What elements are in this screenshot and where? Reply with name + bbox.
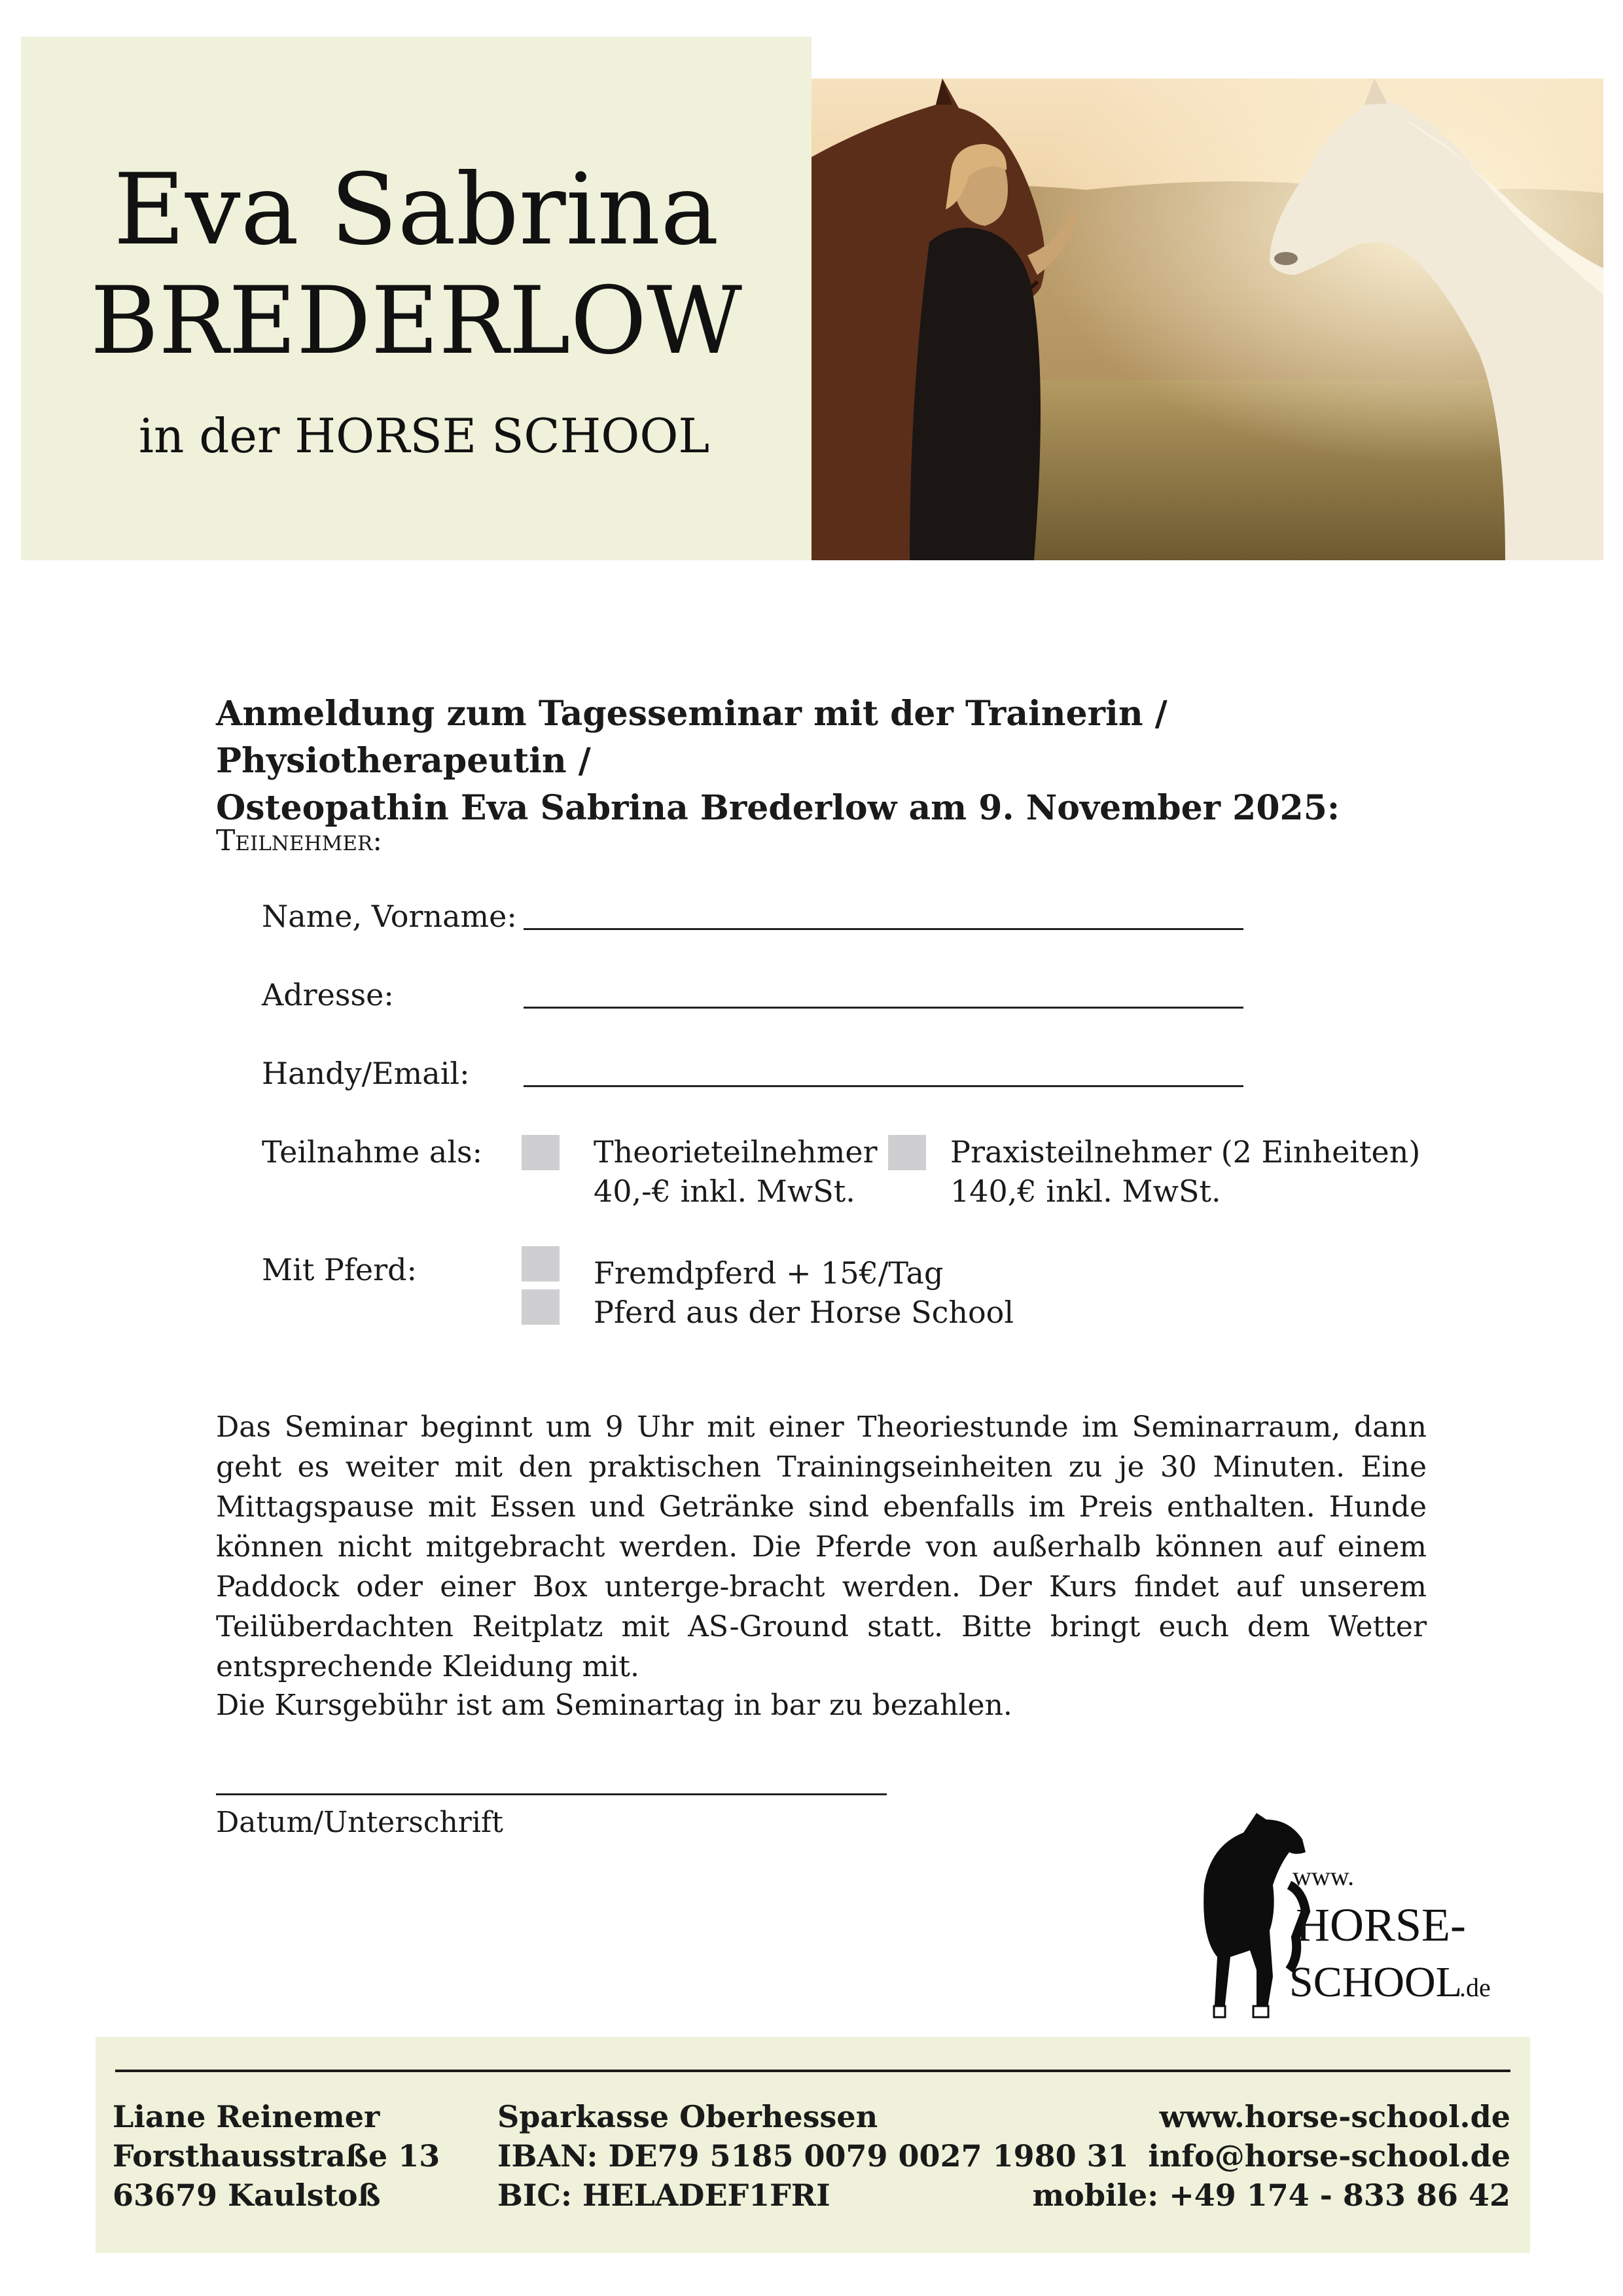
signature-line[interactable] bbox=[216, 1793, 887, 1795]
footer-address-name: Liane Reinemer bbox=[113, 2099, 380, 2134]
horse-label: Mit Pferd: bbox=[262, 1252, 418, 1287]
checkbox-school-horse[interactable] bbox=[522, 1289, 560, 1325]
field-label-name: Name, Vorname: bbox=[262, 899, 517, 934]
checkbox-own-horse[interactable] bbox=[522, 1246, 560, 1282]
option-theory-price: 40,-€ inkl. MwSt. bbox=[594, 1174, 855, 1209]
header-photo bbox=[812, 79, 1603, 560]
footer-divider bbox=[115, 2070, 1510, 2072]
title-panel bbox=[21, 37, 812, 560]
footer bbox=[96, 2037, 1530, 2253]
logo-school: SCHOOL bbox=[1289, 1958, 1463, 2006]
field-address-line[interactable] bbox=[524, 1007, 1243, 1009]
payment-note: Die Kursgebühr ist am Seminartag in bar zu bezahlen. bbox=[216, 1689, 1012, 1722]
logo-tld: .de bbox=[1459, 1973, 1491, 2002]
footer-address bbox=[113, 2097, 440, 2215]
seminar-description: Das Seminar beginnt um 9 Uhr mit einer Theoriestunde im Seminarraum, dann geht es weiter mit den praktischen Trainingseinheiten zu je 30 Minuten. Eine Mittagspause mit Essen und Getränke sind ebenfalls im Preis enthalten. Hunde können nicht mitgebracht werden. Die Pferde von außerhalb können auf einem Paddock oder einer Box unterge-bracht werden. Der Kurs findet auf unserem Teilüberdachten Reitplatz mit AS-Ground statt. Bitte bringt euch dem Wetter entsprechende Kleidung mit. bbox=[216, 1410, 1427, 1683]
checkbox-practice[interactable] bbox=[888, 1135, 926, 1170]
option-own-horse: Fremdpferd + 15€/Tag bbox=[594, 1255, 944, 1291]
horse-school-logo bbox=[1191, 1806, 1505, 2022]
option-school-horse: Pferd aus der Horse School bbox=[594, 1295, 1014, 1330]
title-subtitle: in der HORSE SCHOOL bbox=[139, 408, 710, 463]
footer-website-link[interactable]: www.horse-school.de bbox=[1159, 2099, 1510, 2134]
participation-label: Teilnahme als: bbox=[262, 1134, 483, 1170]
form-heading-line2: Osteopathin Eva Sabrina Brederlow am 9. November 2025: bbox=[216, 788, 1340, 828]
option-theory-title: Theorieteilnehmer bbox=[594, 1134, 878, 1170]
footer-phone[interactable]: mobile: +49 174 - 833 86 42 bbox=[1032, 2178, 1510, 2213]
section-label-participant: Teilnehmer: bbox=[216, 824, 383, 857]
field-label-address: Adresse: bbox=[262, 977, 394, 1013]
logo-horse: HORSE- bbox=[1296, 1899, 1467, 1951]
option-practice-price: 140,€ inkl. MwSt. bbox=[950, 1174, 1221, 1209]
field-contact-line[interactable] bbox=[524, 1085, 1243, 1087]
option-practice-title: Praxisteilnehmer (2 Einheiten) bbox=[950, 1134, 1421, 1170]
form-heading bbox=[216, 691, 1459, 832]
signature-label: Datum/Unterschrift bbox=[216, 1806, 503, 1839]
field-label-contact: Handy/Email: bbox=[262, 1056, 470, 1091]
title-name-first: Eva Sabrina bbox=[113, 153, 719, 267]
form-heading-line1: Anmeldung zum Tagesseminar mit der Trainerin / Physiotherapeutin / bbox=[216, 694, 1168, 781]
title-name-last: BREDERLOW bbox=[90, 267, 742, 375]
field-name-line[interactable] bbox=[524, 928, 1243, 930]
logo-www: www. bbox=[1293, 1861, 1355, 1891]
footer-bank-bic: BIC: HELADEF1FRI bbox=[497, 2178, 830, 2213]
footer-contact bbox=[1032, 2097, 1510, 2215]
footer-bank-name: Sparkasse Oberhessen bbox=[497, 2099, 878, 2134]
footer-address-city: 63679 Kaulstoß bbox=[113, 2178, 381, 2213]
checkbox-theory[interactable] bbox=[522, 1135, 560, 1170]
footer-bank-iban: IBAN: DE79 5185 0079 0027 1980 31 bbox=[497, 2138, 1129, 2174]
footer-address-street: Forsthausstraße 13 bbox=[113, 2138, 440, 2174]
footer-email-link[interactable]: info@horse-school.de bbox=[1148, 2138, 1510, 2174]
